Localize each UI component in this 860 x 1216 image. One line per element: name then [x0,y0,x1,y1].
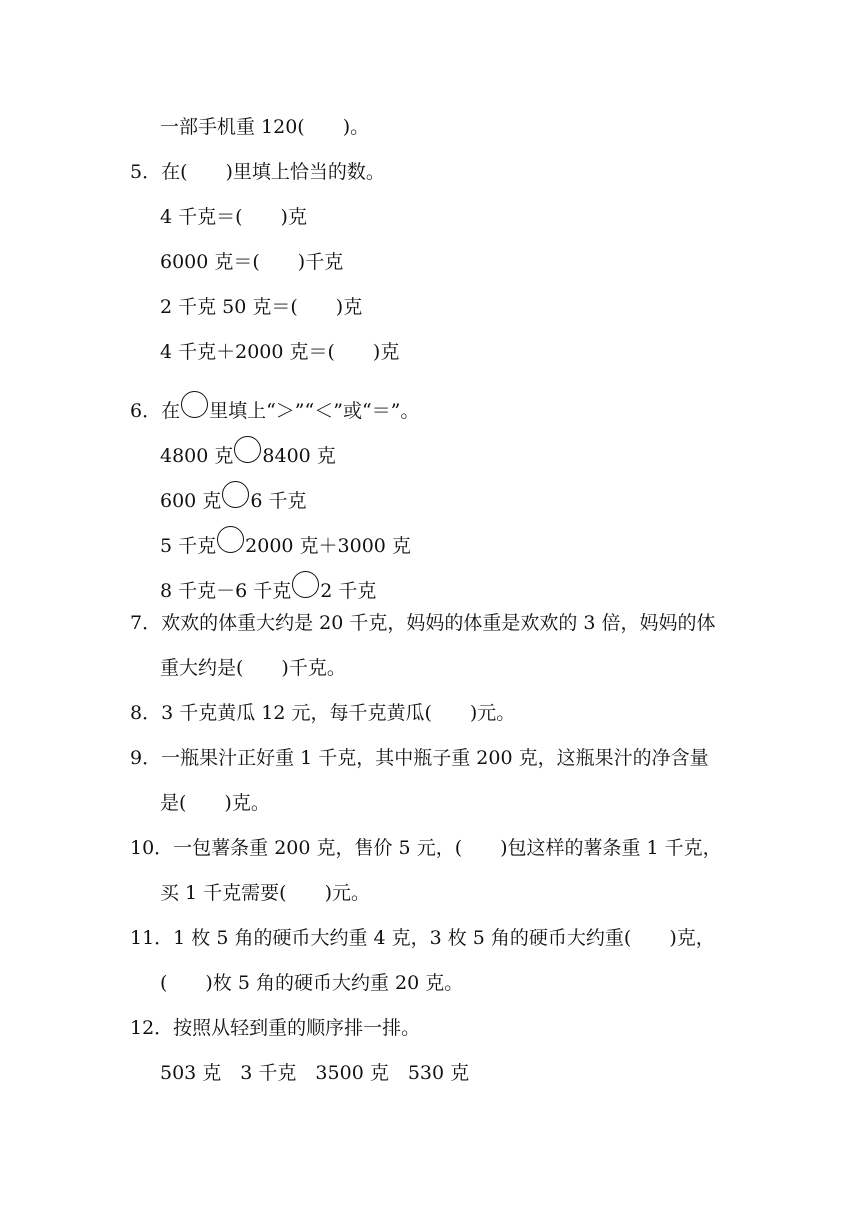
q6-item-a [160,436,336,468]
question-10-line-2: 买 1 千克需要( )元。 [160,882,370,904]
blank-circle-icon [234,436,261,463]
question-5: 5．在( )里填上恰当的数。 [130,161,385,183]
question-9-line-1: 9．一瓶果汁正好重 1 千克，其中瓶子重 200 克，这瓶果汁的净含量 [130,747,709,769]
q5-item-c: 2 千克 50 克＝( )克 [160,296,363,318]
q6d-left: 8 千克－6 千克 [160,580,292,602]
question-8: 8．3 千克黄瓜 12 元，每千克黄瓜( )元。 [130,702,516,724]
q6-suffix: 里填上“＞”“＜”或“＝”。 [209,400,420,422]
blank-circle-icon [222,481,249,508]
blank-circle-icon [292,571,319,598]
q6d-right: 2 千克 [320,580,377,602]
q5-item-d: 4 千克＋2000 克＝( )克 [160,341,400,363]
question-11-line-1: 11．1 枚 5 角的硬币大约重 4 克，3 枚 5 角的硬币大约重( )克， [130,927,715,949]
q6c-right: 2000 克＋3000 克 [245,535,411,557]
question-7-line-2: 重大约是( )千克。 [160,657,346,679]
q6b-right: 6 千克 [250,490,307,512]
question-6 [130,391,419,423]
question-7-line-1: 7．欢欢的体重大约是 20 千克，妈妈的体重是欢欢的 3 倍，妈妈的体 [130,612,716,634]
q6b-left: 600 克 [160,490,222,512]
q5-item-b: 6000 克＝( )千克 [160,251,344,273]
question-11-line-2: ( )枚 5 角的硬币大约重 20 克。 [160,972,464,994]
q6c-left: 5 千克 [160,535,217,557]
q6-prefix: 6．在 [130,400,181,422]
q12-weights-list: 503 克 3 千克 3500 克 530 克 [160,1062,470,1084]
question-9-line-2: 是( )克。 [160,792,270,814]
q5-item-a: 4 千克＝( )克 [160,206,307,228]
q6-item-b [160,481,306,513]
question-10-line-1: 10．一包薯条重 200 克，售价 5 元，( )包这样的薯条重 1 千克， [130,837,722,859]
q6-item-c [160,526,411,558]
blank-circle-icon [181,391,208,418]
question-12: 12．按照从轻到重的顺序排一排。 [130,1017,421,1039]
q6a-right: 8400 克 [262,445,336,467]
phone-weight-line: 一部手机重 120( )。 [160,116,370,138]
blank-circle-icon [217,526,244,553]
q6a-left: 4800 克 [160,445,234,467]
q6-item-d [160,571,376,603]
